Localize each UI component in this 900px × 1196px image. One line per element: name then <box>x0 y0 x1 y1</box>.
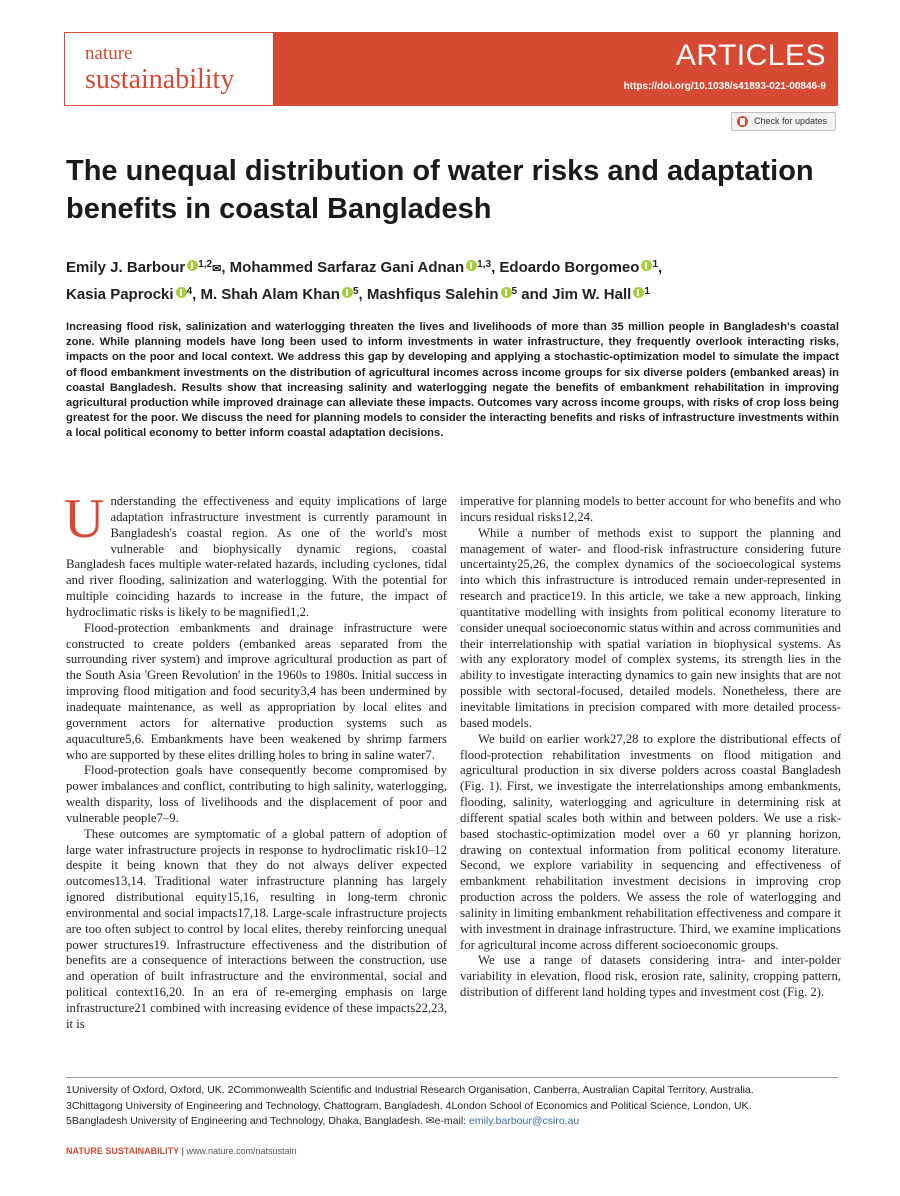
orcid-icon[interactable] <box>641 260 652 271</box>
abstract: Increasing flood risk, salinization and waterlogging threaten the lives and livelihoods of more than 35 million people in Bangladesh's coastal zone. While planning models have long been used to inform investments in water infrastructure, they frequently overlook interacting risks, impacts on the poor and local context. We address this gap by developing and applying a stochastic-optimization model to simulate the impact of flood embankment investments on the distribution of agricultural incomes across income groups for six diverse polders (embanked areas) in coastal Bangladesh. Results show that increasing salinity and waterlogging negate the benefits of embankment rehabilitation in improving agricultural production while improved drainage can alleviate these impacts. Outcomes vary across income groups, with risks of crop loss being greatest for the poor. We discuss the need for planning models to consider the interacting benefits and risks of infrastructure investments within a local political economy to better inform coastal adaptation decisions. <box>66 321 839 440</box>
affiliation-line: 5Bangladesh University of Engineering and Technology, Dhaka, Bangladesh. ✉e-mail: emily.barbour@csiro.au <box>66 1115 580 1127</box>
paragraph: We use a range of datasets considering intra- and inter-polder variability in elevation, flood risk, erosion rate, salinity, cropping pattern, distribution of different land holding types and investment cost (Fig. 2). <box>460 953 841 1000</box>
paragraph: We build on earlier work27,28 to explore the distributional effects of flood-protection rehabilitation investments on flood mitigation and agricultural production in six diverse polders across coastal Bangladesh (Fig. 1). First, we investigate the interrelationships among embankments, flooding, salinity, waterlogging and agriculture in determining risk at different spatial scales both within and between polders. We use a risk-based stochastic-optimization model over a 60 yr planning horizon, drawing on contextual information from political economy literature. Second, we explore variability in sequencing and effectiveness of embankment rehabilitation investment decisions in improving crop production across the polders. We assess the role of waterlogging and salinity in limiting embankment rehabilitation effectiveness and compare it with investment in drainage infrastructure. Third, we examine implications for agricultural income across different socioeconomic groups. <box>460 731 841 952</box>
footer-separator: | <box>179 1146 187 1156</box>
orcid-icon[interactable] <box>466 260 477 271</box>
body-column-right <box>460 494 841 1001</box>
paragraph: imperative for planning models to better account for who benefits and who incurs residual risks12,24. <box>460 494 841 524</box>
author-separator: , <box>192 286 201 303</box>
check-for-updates-label: Check for updates <box>754 116 828 126</box>
author-affiliation: 1 <box>652 259 658 270</box>
author-affiliation: 4 <box>186 286 193 297</box>
journal-logo[interactable] <box>64 32 274 106</box>
footer-journal-name: NATURE SUSTAINABILITY <box>66 1146 180 1156</box>
author-name[interactable]: Edoardo Borgomeo <box>499 259 640 276</box>
drop-cap: U <box>64 488 105 550</box>
page-footer <box>66 1146 297 1156</box>
journal-banner <box>64 32 838 106</box>
author-affiliation: 1,3 <box>477 259 492 270</box>
body-column-left <box>64 488 447 1033</box>
author-name[interactable]: Mohammed Sarfaraz Gani Adnan <box>229 259 465 276</box>
footer-url[interactable]: www.nature.com/natsustain <box>186 1146 297 1156</box>
author-name[interactable]: Kasia Paprocki <box>66 286 174 303</box>
paragraph: While a number of methods exist to support the planning and management of water- and flood-risk infrastructure considering future uncertainty25,26, the complex dynamics of the socioecological systems into which this infrastructure is introduced remain under-represented in research and practice19. In this article, we take a new approach, linking quantitative modelling with insights from political economy literature to consider unequal socioeconomic status within and across communities and their interrelationship with spatial variation in biophysical systems. As with any exploratory model of complex systems, its strength lies in the ability to investigate interacting dynamics to gain new insights that are not possible with sectoral-focused, detailed models. Nonetheless, there are inevitable limitations in precision compared with more detailed process-based models. <box>460 525 841 730</box>
orcid-icon[interactable] <box>176 287 187 298</box>
author-affiliation: 1,2 <box>198 259 213 270</box>
affiliations <box>66 1083 846 1130</box>
check-for-updates-button[interactable] <box>731 112 836 131</box>
footnote-divider <box>66 1077 838 1078</box>
envelope-icon[interactable]: ✉ <box>212 263 222 275</box>
paragraph: Flood-protection embankments and drainage infrastructure were constructed to create polders (embanked areas separated from the surrounding river system) and improve agricultural production as part of the South Asia 'Green Revolution' in the 1960s to 1980s. Initial success in improving flood mitigation and food security3,4 has been undermined by inadequate maintenance, as well as appropriation by local elites and government actors for alternative production systems such as aquaculture5,6. Embankments have been weakened by shrimp farmers who are supported by these elites drilling holes to bring in saline water7. <box>66 620 447 762</box>
logo-sustainability-text: sustainability <box>85 64 235 95</box>
orcid-icon[interactable] <box>501 287 512 298</box>
author-affiliation: 1 <box>644 286 650 297</box>
author-affiliation: 5 <box>352 286 359 297</box>
paragraph: Understanding the effectiveness and equity implications of large adaptation infrastructure investment is currently paramount in Bangladesh's coastal region. As one of the world's most vulnerable and biophysically dynamic regions, coastal Bangladesh faces multiple water-related hazards, including cyclones, tidal and river flooding, salinization and waterlogging. With the potential for multiple coinciding hazards to increase in the future, the impact of hydroclimatic risks is likely to be magnified1,2. <box>64 488 447 619</box>
paragraph: Flood-protection goals have consequently become compromised by power imbalances and conflict, contributing to high salinity, waterlogging, wealth disparity, loss of livelihoods and the displacement of poor and vulnerable people7–9. <box>66 763 447 825</box>
doi-link[interactable]: https://doi.org/10.1038/s41893-021-00846-9 <box>623 81 826 92</box>
author-list <box>66 255 856 307</box>
email-link[interactable]: emily.barbour@csiro.au <box>469 1115 580 1127</box>
author-separator: , <box>491 259 500 276</box>
affiliation-line: 1University of Oxford, Oxford, UK. 2Commonwealth Scientific and Industrial Research Organisation, Canberra, Australian Capital Territory, Australia. <box>66 1084 754 1096</box>
orcid-icon[interactable] <box>633 287 644 298</box>
orcid-icon[interactable] <box>342 287 353 298</box>
author-affiliation: 5 <box>511 286 518 297</box>
author-name[interactable]: Jim W. Hall <box>552 286 632 303</box>
bookmark-icon <box>737 116 748 127</box>
author-separator: and <box>517 286 553 303</box>
author-name[interactable]: M. Shah Alam Khan <box>200 286 340 303</box>
author-name[interactable]: Emily J. Barbour <box>66 259 186 276</box>
author-separator: , <box>358 286 367 303</box>
author-name[interactable]: Mashfiqus Salehin <box>366 286 499 303</box>
article-title: The unequal distribution of water risks and adaptation benefits in coastal Bangladesh <box>66 155 814 225</box>
orcid-icon[interactable] <box>187 260 198 271</box>
logo-nature-text: nature <box>85 43 133 64</box>
affiliation-line: 3Chittagong University of Engineering and Technology, Chattogram, Bangladesh. 4London School of Economics and Political Science, London, UK. <box>66 1099 752 1112</box>
author-separator: , <box>221 259 230 276</box>
author-separator: , <box>658 259 663 276</box>
paragraph: These outcomes are symptomatic of a global pattern of adoption of large water infrastructure projects in response to hydroclimatic risk10–12 despite it being known that they do not always deliver expected outcomes13,14. Traditional water infrastructure planning has largely ignored distributional equity15,16, resulting in long-term chronic environmental and social impacts17,18. Large-scale infrastructure projects are too often subject to control by local elites, thereby reinforcing unequal power structures19. Infrastructure effectiveness and the distribution of benefits are a consequence of interactions between the construction, use and operation of built infrastructure and the environmental, social and political context16,20. In an era of re-emerging emphasis on large infrastructure21 combined with increasing evidence of these impacts22,23, it is <box>66 826 447 1031</box>
section-label: ARTICLES <box>675 39 826 72</box>
